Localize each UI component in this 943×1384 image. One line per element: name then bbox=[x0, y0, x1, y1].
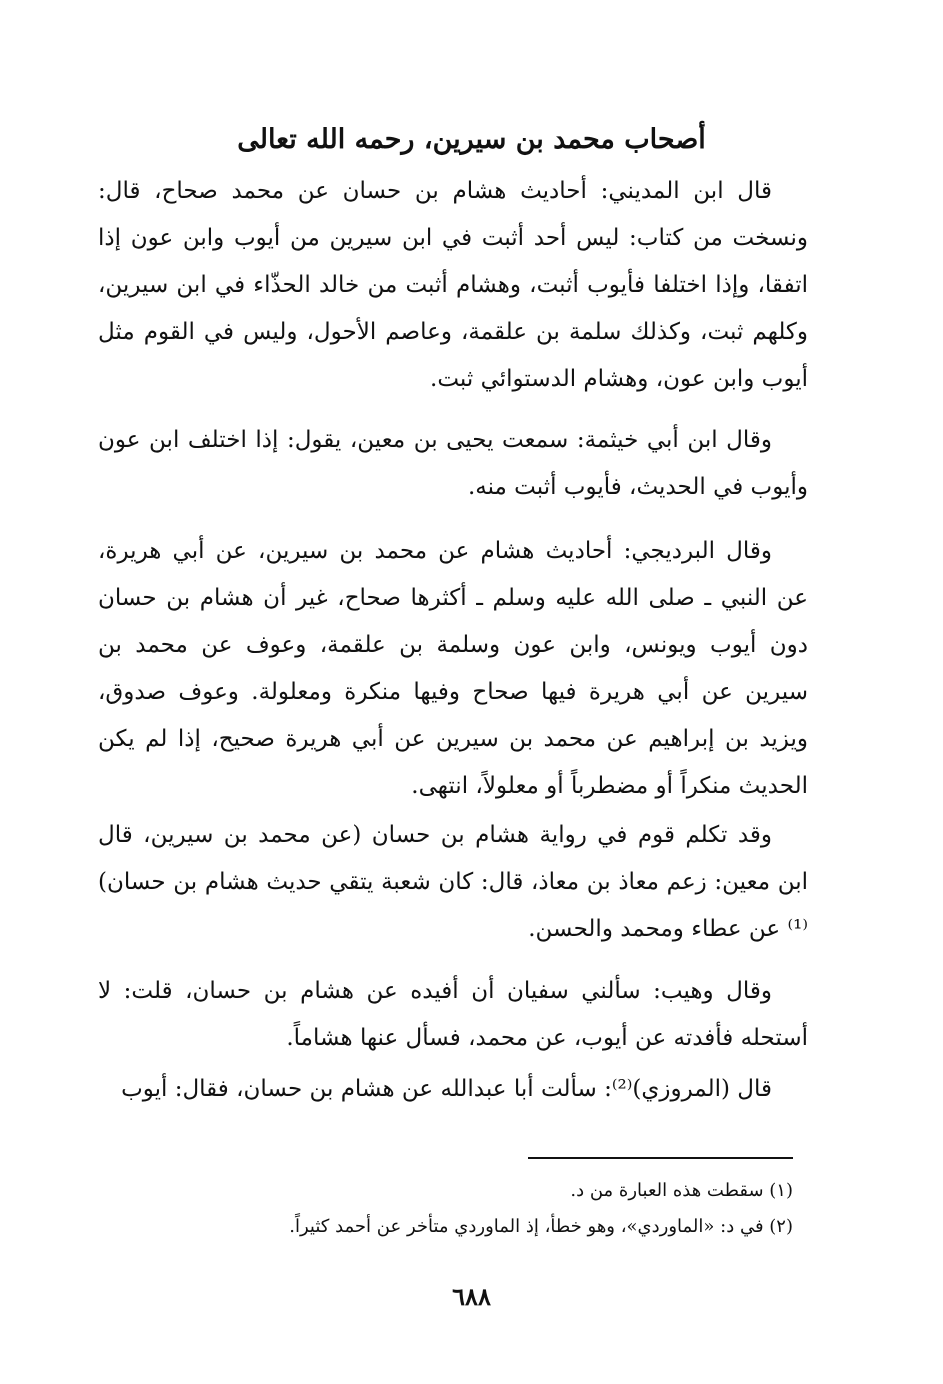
footnote-2: (٢) في د: «الماوردي»، وهو خطأ، إذ الماوردي متأخر عن أحمد كثيراً. bbox=[289, 1216, 793, 1237]
footnote-1: (١) سقطت هذه العبارة من د. bbox=[570, 1180, 793, 1201]
page-number: ٦٨٨ bbox=[452, 1282, 491, 1311]
paragraph-wuhayb bbox=[98, 968, 808, 1062]
paragraph-ibn-abi-khaythama bbox=[98, 417, 808, 511]
footnote-divider bbox=[528, 1157, 793, 1159]
paragraph-text: قال ابن المديني: أحاديث هشام بن حسان عن محمد صحاح، قال: ونسخت من كتاب: ليس أحد أثبت في ابن سيرين من أيوب وابن عون إذا اتفقا، وإذا اختلفا فأيوب أثبت، وهشام أثبت من خالد الحذّاء في ابن سيرين، وكلهم ثبت، وكذلك سلمة بن علقمة، وعاصم الأحول، وليس في القوم مثل أيوب وابن عون، وهشام الدستوائي ثبت. bbox=[98, 178, 808, 392]
paragraph-text: وقد تكلم قوم في رواية هشام بن حسان (عن محمد بن سيرين، قال ابن معين: زعم معاذ بن معاذ، قال: كان شعبة يتقي حديث هشام بن حسان)⁽¹⁾ عن عطاء ومحمد والحسن. bbox=[98, 822, 808, 942]
paragraph-hisham-critique bbox=[98, 812, 808, 953]
paragraph-text: وقال وهيب: سألني سفيان أن أفيده عن هشام بن حسان، قلت: لا أستحله فأفدته عن أيوب، عن محمد، فسأل عنها هشاماً. bbox=[98, 978, 808, 1051]
paragraph-text: وقال ابن أبي خيثمة: سمعت يحيى بن معين، يقول: إذا اختلف ابن عون وأيوب في الحديث، فأيوب أثبت منه. bbox=[98, 427, 808, 500]
paragraph-text: وقال البرديجي: أحاديث هشام عن محمد بن سيرين، عن أبي هريرة، عن النبي ـ صلى الله عليه وسلم ـ أكثرها صحاح، غير أن هشام بن حسان دون أيوب ويونس، وابن عون وسلمة بن علقمة، وعوف عن محمد بن سيرين عن أبي هريرة فيها صحاح وفيها منكرة ومعلولة. وعوف صدوق، ويزيد بن إبراهيم عن محمد بن سيرين عن أبي هريرة صحيح، إذا لم يكن الحديث منكراً أو مضطرباً أو معلولاً، انتهى. bbox=[98, 538, 808, 799]
paragraph-al-marwazi bbox=[98, 1066, 808, 1113]
paragraph-text: قال (المروزي)⁽²⁾: سألت أبا عبدالله عن هشام بن حسان، فقال: أيوب bbox=[121, 1076, 772, 1102]
paragraph-al-bardiji bbox=[98, 528, 808, 810]
section-heading: أصحاب محمد بن سيرين، رحمه الله تعالى bbox=[237, 124, 706, 155]
paragraph-ibn-al-madini bbox=[98, 168, 808, 403]
